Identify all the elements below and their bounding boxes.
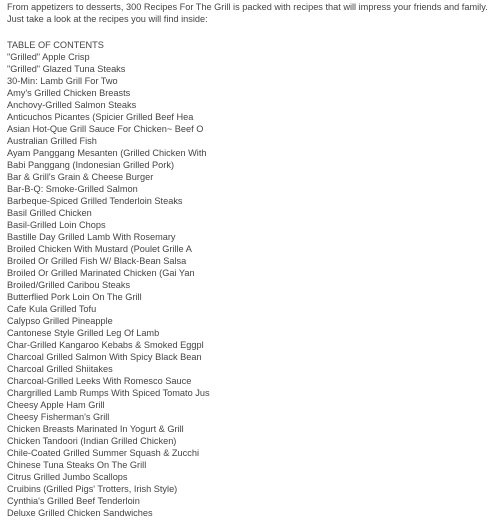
- toc-item: Cheesy Fisherman's Grill: [7, 412, 110, 422]
- toc-item: Broiled Chicken With Mustard (Poulet Grille A: [7, 244, 192, 254]
- toc-item: Cafe Kula Grilled Tofu: [7, 304, 97, 314]
- toc-item: Cynthia's Grilled Beef Tenderloin: [7, 496, 140, 506]
- page-content: [7, 1, 495, 519]
- toc-item: Amy's Grilled Chicken Breasts: [7, 88, 131, 98]
- toc-item: Charcoal Grilled Shiitakes: [7, 364, 113, 374]
- toc-item: Barbeque-Spiced Grilled Tenderloin Steaks: [7, 196, 183, 206]
- toc-item: Citrus Grilled Jumbo Scallops: [7, 472, 128, 482]
- toc-item: Bastille Day Grilled Lamb With Rosemary: [7, 232, 176, 242]
- toc-item: Bar-B-Q: Smoke-Grilled Salmon: [7, 184, 138, 194]
- toc-item: Chargrilled Lamb Rumps With Spiced Tomato Jus: [7, 388, 210, 398]
- toc-item: Basil Grilled Chicken: [7, 208, 92, 218]
- toc-item: Chicken Breasts Marinated In Yogurt & Grill: [7, 424, 184, 434]
- toc-item: Anticuchos Picantes (Spicier Grilled Beef Hea: [7, 112, 194, 122]
- toc-item: Australian Grilled Fish: [7, 136, 97, 146]
- toc-item: Calypso Grilled Pineapple: [7, 316, 113, 326]
- toc-item: Chile-Coated Grilled Summer Squash & Zucchi: [7, 448, 199, 458]
- toc-item: Bar & Grill's Grain & Cheese Burger: [7, 172, 154, 182]
- toc-item: Broiled Or Grilled Marinated Chicken (Gai Yan: [7, 268, 195, 278]
- toc-item: Deluxe Grilled Chicken Sandwiches: [7, 508, 153, 518]
- intro-paragraph: From appetizers to desserts, 300 Recipes For The Grill is packed with recipes that will impress your friends and family. Just take a look at the recipes you will find inside:: [7, 2, 488, 24]
- toc-item: Anchovy-Grilled Salmon Steaks: [7, 100, 137, 110]
- toc-item: Asian Hot-Que Grill Sauce For Chicken~ Beef O: [7, 124, 204, 134]
- toc-item: Basil-Grilled Loin Chops: [7, 220, 106, 230]
- toc-item: Chicken Tandoori (Indian Grilled Chicken): [7, 436, 177, 446]
- toc-item: Chinese Tuna Steaks On The Grill: [7, 460, 147, 470]
- toc-list: [7, 51, 495, 519]
- toc-item: Broiled/Grilled Caribou Steaks: [7, 280, 131, 290]
- toc-item: Butterflied Pork Loin On The Grill: [7, 292, 142, 302]
- toc-item: Ayam Panggang Mesanten (Grilled Chicken With: [7, 148, 207, 158]
- toc-item: Charcoal Grilled Salmon With Spicy Black Bean: [7, 352, 202, 362]
- toc-item: "Grilled" Glazed Tuna Steaks: [7, 64, 126, 74]
- toc-item: Cantonese Style Grilled Leg Of Lamb: [7, 328, 160, 338]
- toc-item: Cruibins (Grilled Pigs' Trotters, Irish Style): [7, 484, 178, 494]
- toc-item: Babi Panggang (Indonesian Grilled Pork): [7, 160, 175, 170]
- toc-item: Charcoal-Grilled Leeks With Romesco Sauce: [7, 376, 192, 386]
- toc-item: Broiled Or Grilled Fish W/ Black-Bean Salsa: [7, 256, 187, 266]
- toc-item: Char-Grilled Kangaroo Kebabs & Smoked Eggpl: [7, 340, 204, 350]
- toc-item: 30-Min: Lamb Grill For Two: [7, 76, 118, 86]
- toc-heading: TABLE OF CONTENTS: [7, 40, 104, 50]
- toc-item: Cheesy Apple Ham Grill: [7, 400, 105, 410]
- toc-item: "Grilled" Apple Crisp: [7, 52, 90, 62]
